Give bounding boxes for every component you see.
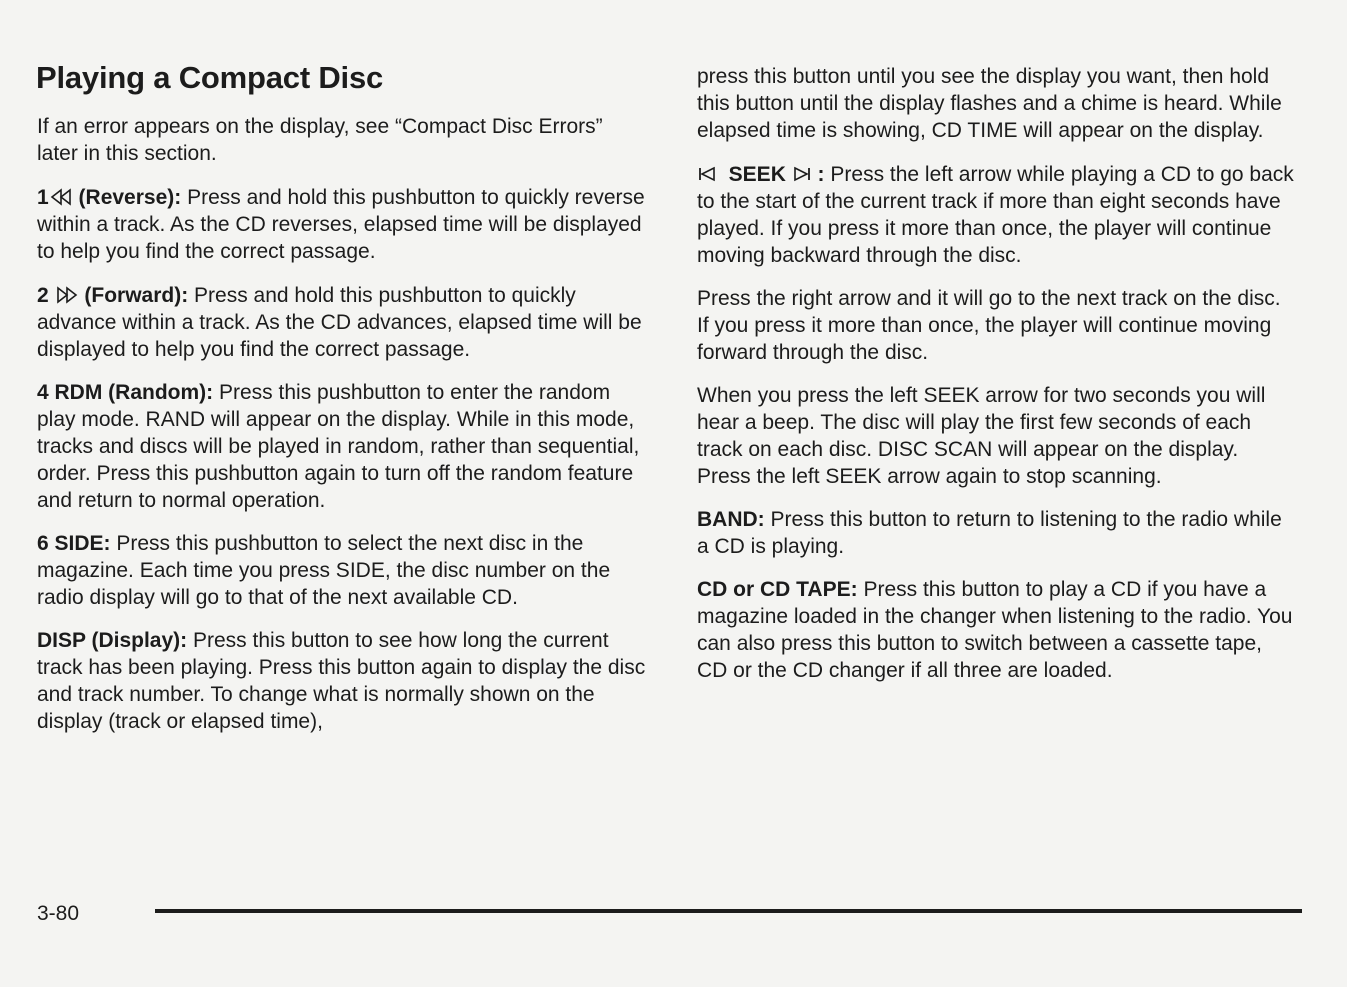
page-title: Playing a Compact Disc (36, 60, 384, 95)
random-text: Press this pushbutton to enter the random play mode. RAND will appear on the display. While in this mode, tracks and discs will be played in random, rather than sequential, order. Press this pushbutton again to turn off the random feature and return to normal operation. (37, 381, 640, 512)
forward-icon (55, 286, 79, 304)
side-label: 6 SIDE: (37, 532, 111, 555)
seek-colon: : (817, 163, 825, 186)
reverse-text: Press and hold this pushbutton to quickly reverse within a track. As the CD reverses, elapsed time will be displayed to help you find the correct passage. (37, 186, 645, 263)
left-column (37, 113, 649, 735)
cd-tape-label: CD or CD TAPE: (697, 578, 858, 601)
display-text: Press this button to see how long the current track has been playing. Press this button again to display the disc and track number. To change what is normally shown on the display (track or elapsed time), (37, 629, 646, 733)
reverse-icon (49, 188, 73, 206)
reverse-paragraph (37, 184, 649, 265)
forward-label: (Forward): (84, 284, 189, 307)
forward-paragraph (37, 282, 649, 363)
display-label: DISP (Display): (37, 629, 188, 652)
band-label: BAND: (697, 508, 765, 531)
display-paragraph (37, 627, 649, 735)
seek-forward-icon (792, 165, 812, 183)
cd-tape-paragraph (697, 576, 1297, 684)
seek-right-paragraph: Press the right arrow and it will go to the next track on the disc. If you press it more than once, the player will continue moving forward through the disc. (697, 287, 1281, 364)
seek-paragraph (697, 161, 1297, 269)
seek-back-icon (697, 165, 717, 183)
page-number: 3-80 (37, 902, 80, 925)
seek-label: SEEK (728, 163, 786, 186)
intro-paragraph: If an error appears on the display, see “Compact Disc Errors” later in this section. (37, 115, 603, 165)
band-text: Press this button to return to listening to the radio while a CD is playing. (697, 508, 1282, 558)
random-label: 4 RDM (Random): (37, 381, 214, 404)
forward-text: Press and hold this pushbutton to quickly advance within a track. As the CD advances, elapsed time will be displayed to help you find the correct passage. (37, 284, 642, 361)
footer-rule (155, 909, 1302, 913)
display-continued-paragraph: press this button until you see the display you want, then hold this button until the display flashes and a chime is heard. While elapsed time is showing, CD TIME will appear on the display. (697, 65, 1282, 142)
reverse-number: 1 (37, 186, 49, 209)
reverse-label: (Reverse): (78, 186, 182, 209)
seek-text: Press the left arrow while playing a CD to go back to the start of the current track if more than eight seconds have played. If you press it more than once, the player will continue moving backward through the disc. (697, 163, 1294, 267)
cd-tape-text: Press this button to play a CD if you have a magazine loaded in the changer when listening to the radio. You can also press this button to switch between a cassette tape, CD or the CD changer if all three are loaded. (697, 578, 1293, 682)
forward-number: 2 (37, 284, 49, 307)
random-paragraph (37, 379, 649, 514)
seek-scan-paragraph: When you press the left SEEK arrow for two seconds you will hear a beep. The disc will play the first few seconds of each track on each disc. DISC SCAN will appear on the display. Press the left SEEK arrow again to stop scanning. (697, 384, 1266, 488)
side-text: Press this pushbutton to select the next disc in the magazine. Each time you press SIDE, the disc number on the radio display will go to that of the next available CD. (37, 532, 611, 609)
band-paragraph (697, 506, 1297, 560)
side-paragraph (37, 530, 649, 611)
right-column (697, 63, 1297, 684)
